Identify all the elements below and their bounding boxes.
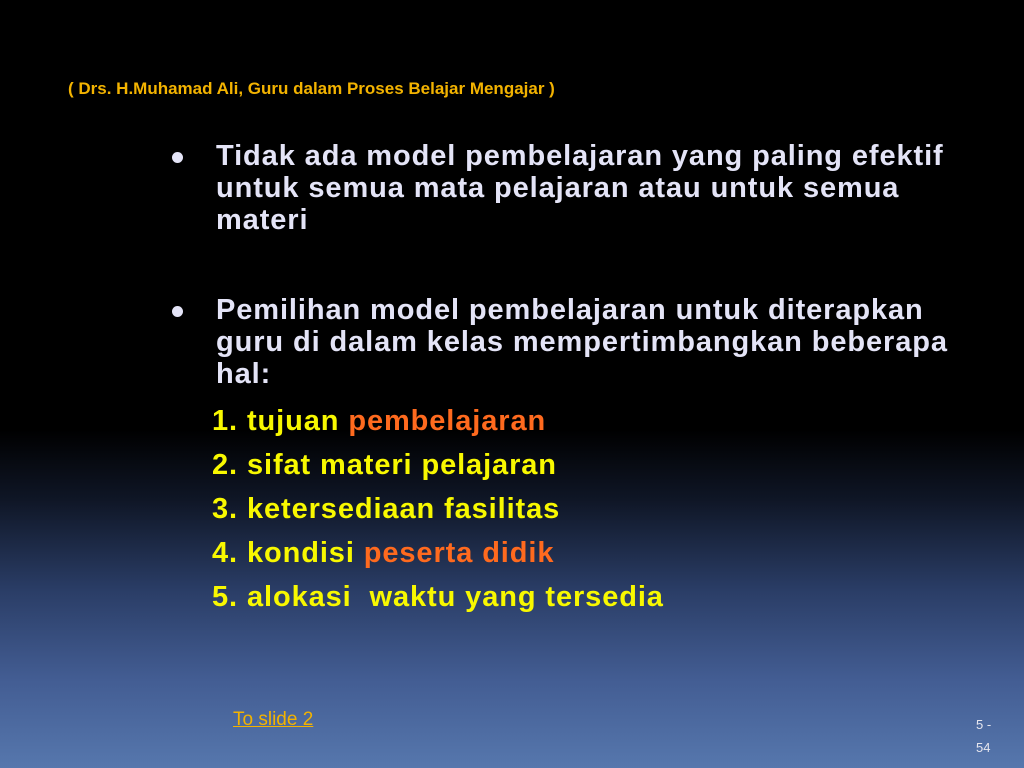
item-text: sifat materi pelajaran xyxy=(246,449,557,481)
item-text: alokasi waktu yang tersedia xyxy=(246,581,664,613)
slide-number: 5 - 54 xyxy=(976,717,992,755)
slide-title: ( Drs. H.Muhamad Ali, Guru dalam Proses Belajar Mengajar ) xyxy=(68,79,555,98)
numbered-item xyxy=(212,531,554,575)
bullet-text-line: untuk semua mata pelajaran atau untuk semua xyxy=(216,172,900,204)
item-number: 1. xyxy=(212,405,238,437)
item-text: kondisi xyxy=(246,537,355,569)
numbered-item xyxy=(212,399,546,443)
item-text: ketersediaan fasilitas xyxy=(246,493,561,525)
bullet-text-line: materi xyxy=(216,204,309,236)
bullet-item xyxy=(216,294,948,390)
bullet-text-line: hal: xyxy=(216,358,272,390)
bullet-text-line: Tidak ada model pembelajaran yang paling efektif xyxy=(216,140,944,172)
bullet-icon xyxy=(172,152,183,163)
bullet-text-line: guru di dalam kelas mempertimbangkan beberapa xyxy=(216,326,948,358)
item-number: 4. xyxy=(212,537,238,569)
item-number: 2. xyxy=(212,449,238,481)
bullet-icon xyxy=(172,306,183,317)
item-number: 3. xyxy=(212,493,238,525)
item-highlight: peserta didik xyxy=(363,537,555,569)
item-highlight: pembelajaran xyxy=(348,405,547,437)
bullet-item xyxy=(216,140,944,236)
item-text: tujuan xyxy=(246,405,340,437)
to-slide-2-link[interactable]: To slide 2 xyxy=(233,709,314,730)
numbered-item xyxy=(212,487,560,531)
numbered-item xyxy=(212,575,664,619)
item-number: 5. xyxy=(212,581,238,613)
bullet-text-line: Pemilihan model pembelajaran untuk diterapkan xyxy=(216,294,924,326)
numbered-item xyxy=(212,443,557,487)
